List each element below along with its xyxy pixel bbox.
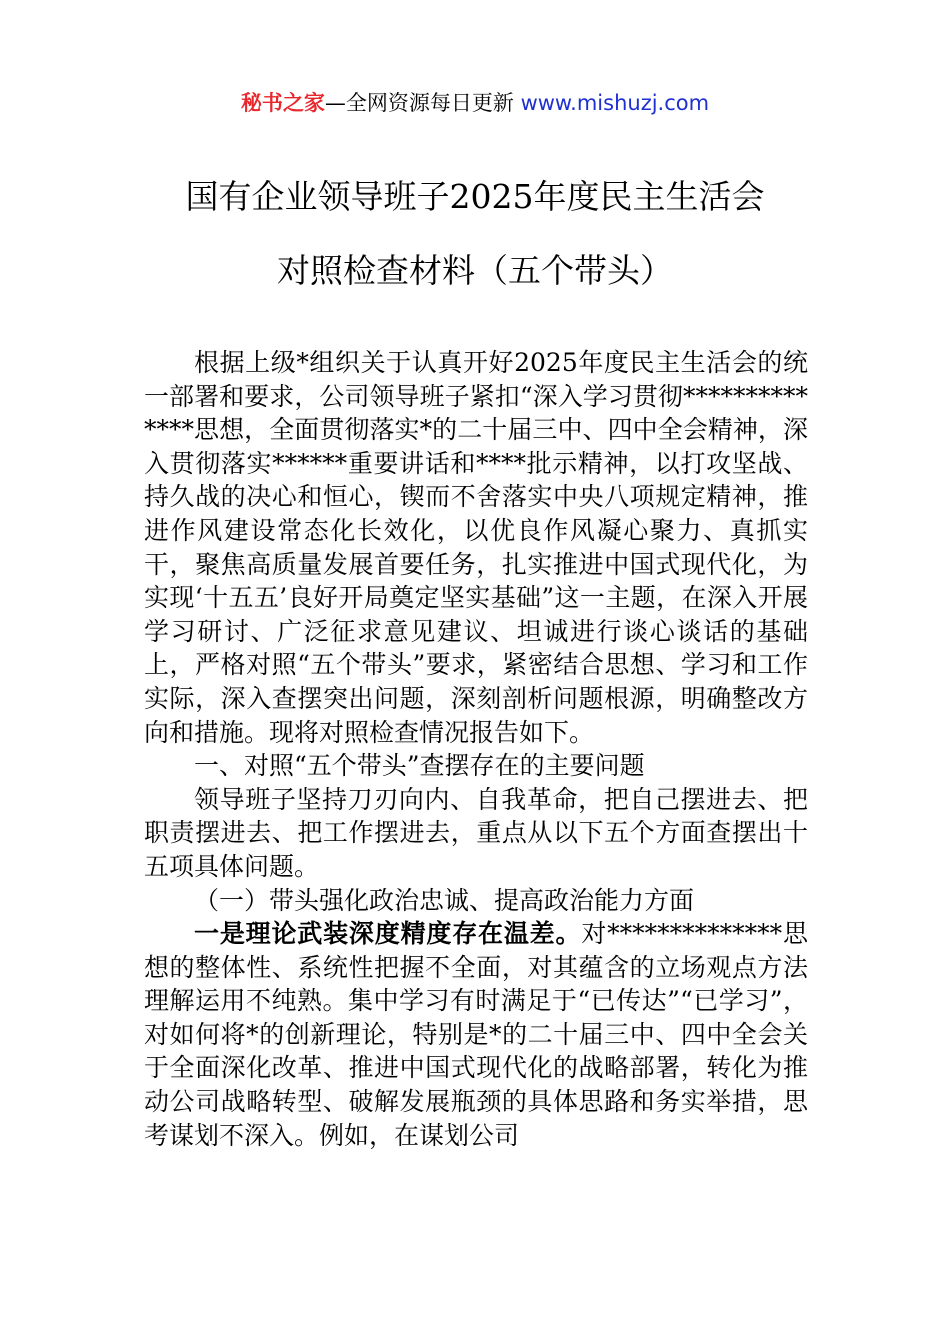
section-1-paragraph: 领导班子坚持刀刃向内、自我革命，把自己摆进去、把职责摆进去、把工作摆进去，重点从以下五个方面查摆出十五项具体问题。	[144, 784, 808, 881]
subsection-1-heading: （一）带头强化政治忠诚、提高政治能力方面	[194, 885, 695, 915]
document-title	[0, 160, 950, 308]
title-line-2: 对照检查材料（五个带头）	[277, 251, 673, 290]
site-url-link[interactable]: www.mishuzj.com	[520, 91, 710, 115]
title-line-1: 国有企业领导班子2025年度民主生活会	[185, 177, 765, 216]
intro-paragraph: 根据上级*组织关于认真开好2025年度民主生活会的统一部署和要求，公司领导班子紧扣“深入学习贯彻**************思想，全面贯彻落实*的二十届三中、四中全会精神，深入贯彻落实******重要讲话和****批示精神，以打攻坚战、持久战的决心和恒心，锲而不舍落实中央八项规定精神，推进作风建设常态化长效化，以优良作风凝心聚力、真抓实干，聚焦高质量发展首要任务，扎实推进中国式现代化，为实现‘十五五’良好开局奠定坚实基础”这一主题，在深入开展学习研讨、广泛征求意见建议、坦诚进行谈心谈话的基础上，严格对照“五个带头”要求，紧密结合思想、学习和工作实际，深入查摆突出问题，深刻剖析问题根源，明确整改方向和措施。现将对照检查情况报告如下。	[144, 348, 808, 747]
site-header	[0, 88, 950, 118]
brand-name: 秘书之家	[240, 91, 325, 115]
point-1-text: 对**************思想的整体性、系统性把握不全面，对其蕴含的立场观点方法理解运用不纯熟。集中学习有时满足于“已传达”“已学习”，对如何将*的创新理论，特别是*的二十届三中、四中全会关于全面深化改革、推进中国式现代化的战略部署，转化为推动公司战略转型、破解发展瓶颈的具体思路和务实举措，思考谋划不深入。例如，在谋划公司	[144, 919, 808, 1150]
header-tagline: —全网资源每日更新	[324, 91, 514, 115]
document-body	[144, 346, 808, 1152]
section-1-heading: 一、对照“五个带头”查摆存在的主要问题	[194, 751, 645, 781]
point-1-lead: 一是理论武装深度精度存在温差。	[194, 919, 582, 949]
point-1-paragraph	[144, 917, 808, 1152]
